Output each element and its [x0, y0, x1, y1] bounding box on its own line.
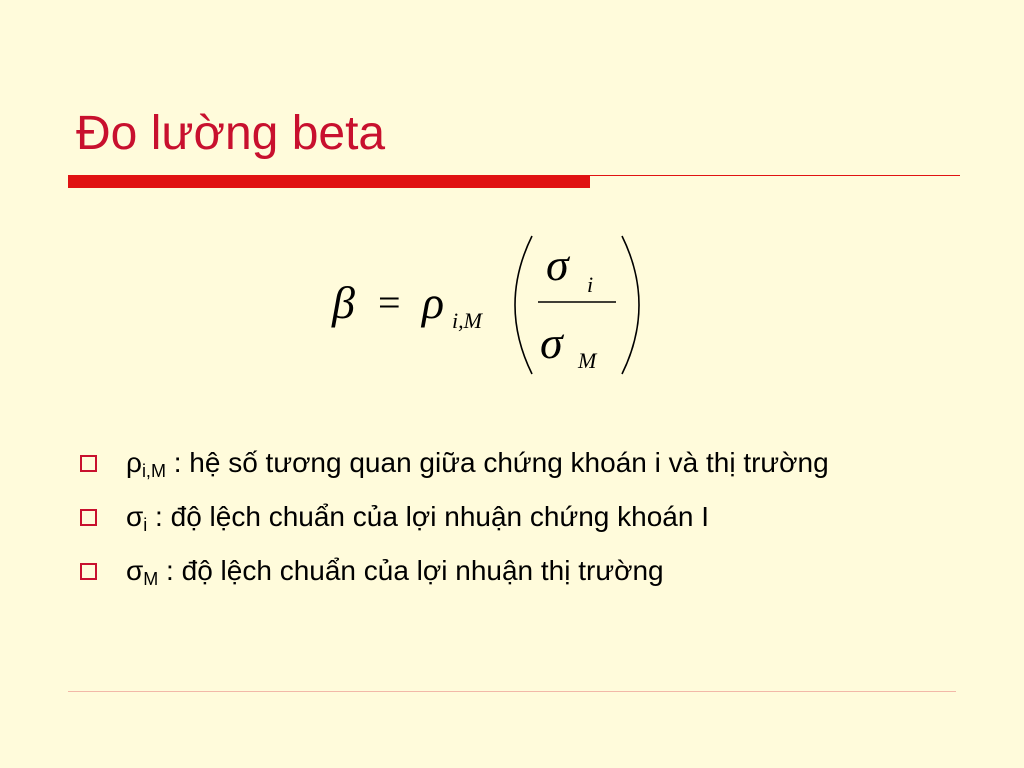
- bullet-symbol: σ: [126, 501, 144, 532]
- beta-formula: [300, 220, 680, 390]
- bullet-symbol: ρ: [126, 447, 142, 478]
- formula-left-paren: [515, 236, 532, 374]
- bullet-item-rho: [80, 445, 960, 481]
- formula-denominator-subscript: M: [578, 348, 597, 373]
- bullet-item-sigma-i: [80, 499, 960, 535]
- formula-right-paren: [622, 236, 639, 374]
- slide-title: Đo lường beta: [76, 107, 386, 160]
- square-bullet-icon: [80, 509, 97, 526]
- square-bullet-icon: [80, 455, 97, 472]
- bullet-item-sigma-m: [80, 553, 960, 589]
- formula-equals: =: [378, 280, 401, 325]
- bullet-text: : độ lệch chuẩn của lợi nhuận thị trường: [158, 555, 664, 586]
- square-bullet-icon: [80, 563, 97, 580]
- bullet-text: : hệ số tương quan giữa chứng khoán i và thị trường: [165, 447, 829, 478]
- formula-denominator: σ: [540, 317, 563, 368]
- bullet-subscript: i,M: [141, 461, 166, 481]
- bullet-subscript: i: [143, 515, 148, 535]
- formula-rho: ρ: [422, 277, 445, 328]
- bullet-list: [80, 445, 960, 607]
- title-rule-thin: [590, 175, 960, 176]
- formula-numerator: σ: [546, 239, 569, 290]
- formula-rho-subscript: i,M: [452, 308, 482, 333]
- bullet-text: : độ lệch chuẩn của lợi nhuận chứng khoán I: [147, 501, 709, 532]
- formula-numerator-subscript: i: [587, 272, 594, 297]
- bullet-symbol: σ: [126, 555, 144, 586]
- footer-rule: [68, 691, 956, 692]
- bullet-subscript: M: [143, 569, 159, 589]
- title-rule-thick: [68, 175, 590, 188]
- formula-beta: β: [332, 277, 355, 328]
